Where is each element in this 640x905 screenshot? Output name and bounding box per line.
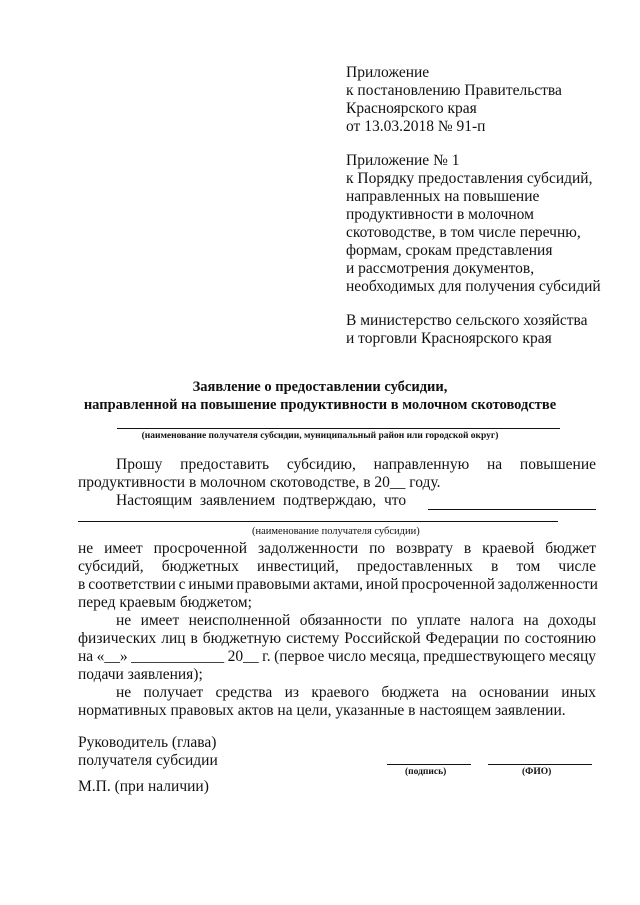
confirm-recipient-field[interactable] — [428, 509, 596, 510]
body-text-line: не имеет просроченной задолженности по возврату в краевой бюджет — [78, 540, 596, 557]
appendix-header-line: от 13.03.2018 № 91-п — [346, 118, 486, 135]
recipient-short-caption: (наименование получателя субсидии) — [252, 526, 420, 537]
recipient-name-caption: (наименование получателя субсидии, муниципальный район или городской округ) — [141, 431, 499, 441]
body-text-line: не получает средства из краевого бюджета на основании иных — [116, 684, 596, 701]
fullname-field[interactable] — [488, 764, 592, 765]
appendix1-header-line: Приложение № 1 — [346, 152, 460, 169]
fullname-caption: (ФИО) — [522, 767, 552, 777]
signature-caption: (подпись) — [405, 767, 447, 777]
appendix-header-line: Красноярского края — [346, 100, 477, 117]
body-text-line: Настоящим заявлением подтверждаю, что — [116, 492, 407, 509]
recipient-name-field[interactable] — [117, 428, 560, 429]
signature-title-line: получателя субсидии — [78, 752, 218, 769]
appendix1-header-line: необходимых для получения субсидий — [346, 278, 601, 295]
appendix1-header-line: к Порядку предоставления субсидий, — [346, 170, 593, 187]
appendix1-header-line: формам, срокам представления — [346, 242, 553, 259]
body-text-line: не имеет неисполненной обязанности по уплате налога на доходы — [116, 612, 596, 629]
appendix1-header-line: направленных на повышение — [346, 188, 540, 205]
stamp-label: М.П. (при наличии) — [78, 778, 209, 795]
appendix1-header-line: продуктивности в молочном — [346, 206, 534, 223]
body-text-line: в соответствии с иными правовыми актами, иной просроченной задолженности — [78, 576, 598, 593]
addressee-line: В министерство сельского хозяйства — [346, 312, 588, 329]
body-text-line: продуктивности в молочном скотоводстве, в 20__ году. — [78, 474, 441, 491]
appendix-header-line: к постановлению Правительства — [346, 82, 562, 99]
appendix1-header-line: и рассмотрения документов, — [346, 260, 535, 277]
body-text-line: субсидий, бюджетных инвестиций, предоставленных в том числе — [78, 558, 596, 575]
appendix1-header-line: скотоводстве, в том числе перечню, — [346, 224, 581, 241]
addressee-line: и торговли Красноярского края — [346, 330, 552, 347]
body-text-line: физических лиц в бюджетную систему Российской Федерации по состоянию — [78, 630, 596, 647]
document-title: Заявление о предоставлении субсидии, — [192, 379, 448, 395]
signature-title-line: Руководитель (глава) — [78, 734, 217, 751]
confirm-recipient-field-line2[interactable] — [78, 521, 558, 522]
body-text-line: подачи заявления); — [78, 666, 203, 683]
document-title-line2: направленной на повышение продуктивности в молочном скотоводстве — [83, 397, 557, 413]
body-text-line: на «__» ____________ 20__ г. (первое число месяца, предшествующего месяцу — [78, 648, 596, 665]
signature-field[interactable] — [387, 764, 471, 765]
body-text-line: нормативных правовых актов на цели, указанные в настоящем заявлении. — [78, 702, 566, 719]
body-text-line: перед краевым бюджетом; — [78, 594, 252, 611]
body-text-line: Прошу предоставить субсидию, направленную на повышение — [116, 456, 596, 473]
appendix-header-line: Приложение — [346, 64, 430, 81]
